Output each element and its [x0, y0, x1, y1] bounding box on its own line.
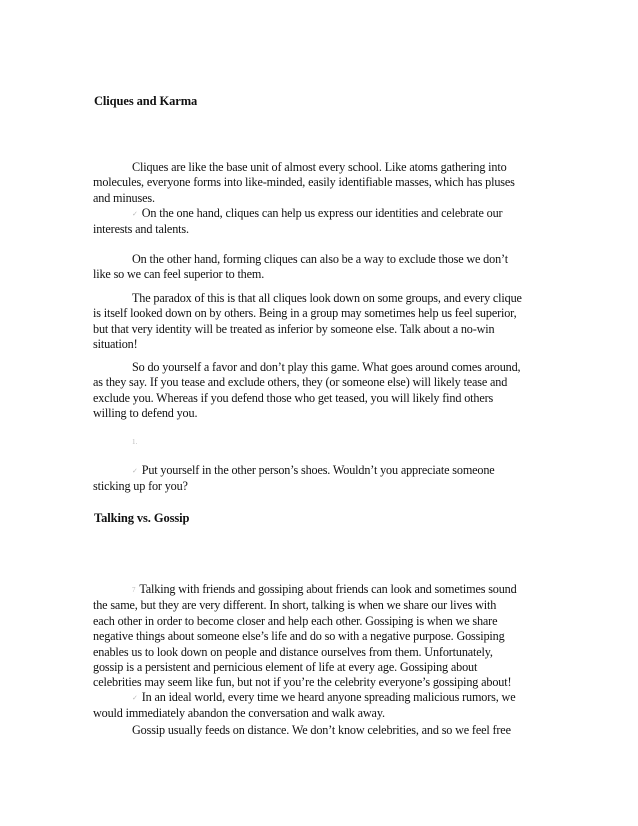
text-span: On the one hand, cliques can help us express our identities and celebrate our: [141, 206, 503, 220]
text-line: gossip is a persistent and pernicious element of life at every age. Gossiping about: [93, 660, 478, 675]
text-line: So do yourself a favor and don’t play this game. What goes around comes around,: [132, 360, 521, 374]
section-heading-cliques-and-karma: Cliques and Karma: [94, 94, 198, 108]
text-line: each other in order to become closer and help each other. Gossiping is when we share: [93, 613, 498, 628]
text-line: enables us to look down on people and distance ourselves from them. Unfortunately,: [93, 644, 493, 659]
text-line: interests and talents.: [93, 222, 189, 237]
list-marker: 7: [132, 586, 136, 594]
text-line: as they say. If you tease and exclude others, they (or someone else) will likely tease and: [93, 375, 508, 390]
text-line: celebrities may seem like fun, but not if you’re the celebrity everyone’s gossiping about!: [93, 675, 512, 690]
text-line: but that very identity will be treated as inferior by someone else. Talk about a no-win: [93, 321, 495, 336]
list-marker: 1.: [132, 438, 138, 446]
text-line: situation!: [93, 337, 138, 352]
paragraph: [93, 360, 549, 422]
paragraph: [93, 252, 549, 283]
paragraph: [93, 582, 549, 691]
check-mark-icon: ✓: [132, 210, 138, 218]
paragraph: [93, 690, 549, 722]
text-line: On the other hand, forming cliques can also be a way to exclude those we don’t: [132, 252, 508, 266]
paragraph: [93, 206, 549, 238]
text-line: and minuses.: [93, 190, 155, 205]
paragraph: [93, 160, 549, 206]
text-line: like so we can feel superior to them.: [93, 267, 265, 282]
paragraph: [93, 463, 549, 495]
check-mark-icon: ✓: [132, 467, 138, 475]
check-mark-icon: ✓: [132, 694, 138, 702]
text-line: exclude you. Whereas if you defend those who get teased, you will likely find others: [93, 390, 494, 405]
text-line: the same, but they are very different. In short, talking is when we share our lives with: [93, 598, 497, 613]
text-line: negative things about someone else’s life and do so with a negative purpose. Gossiping: [93, 629, 505, 644]
text-line: [93, 463, 549, 479]
text-span: In an ideal world, every time we heard anyone spreading malicious rumors, we: [141, 690, 516, 704]
text-line: [93, 206, 549, 222]
text-line: Gossip usually feeds on distance. We don’t know celebrities, and so we feel free: [132, 723, 511, 737]
paragraph: [93, 291, 549, 353]
section-heading-talking-vs-gossip: Talking vs. Gossip: [94, 511, 190, 525]
text-line: [93, 582, 549, 598]
text-line: molecules, everyone forms into like-minded, easily identifiable masses, which has pluses: [93, 175, 515, 190]
text-line: is itself looked down on by others. Being in a group may sometimes help us feel superior,: [93, 306, 517, 321]
text-line: Cliques are like the base unit of almost every school. Like atoms gathering into: [132, 160, 507, 174]
text-line: The paradox of this is that all cliques look down on some groups, and every clique: [132, 291, 522, 305]
text-line: would immediately abandon the conversation and walk away.: [93, 706, 385, 721]
text-line: [93, 690, 549, 706]
text-line: willing to defend you.: [93, 406, 198, 421]
paragraph: [93, 723, 549, 738]
text-line: sticking up for you?: [93, 479, 188, 494]
text-span: Put yourself in the other person’s shoes. Wouldn’t you appreciate someone: [141, 463, 495, 477]
text-span: Talking with friends and gossiping about friends can look and sometimes sound: [139, 582, 517, 596]
